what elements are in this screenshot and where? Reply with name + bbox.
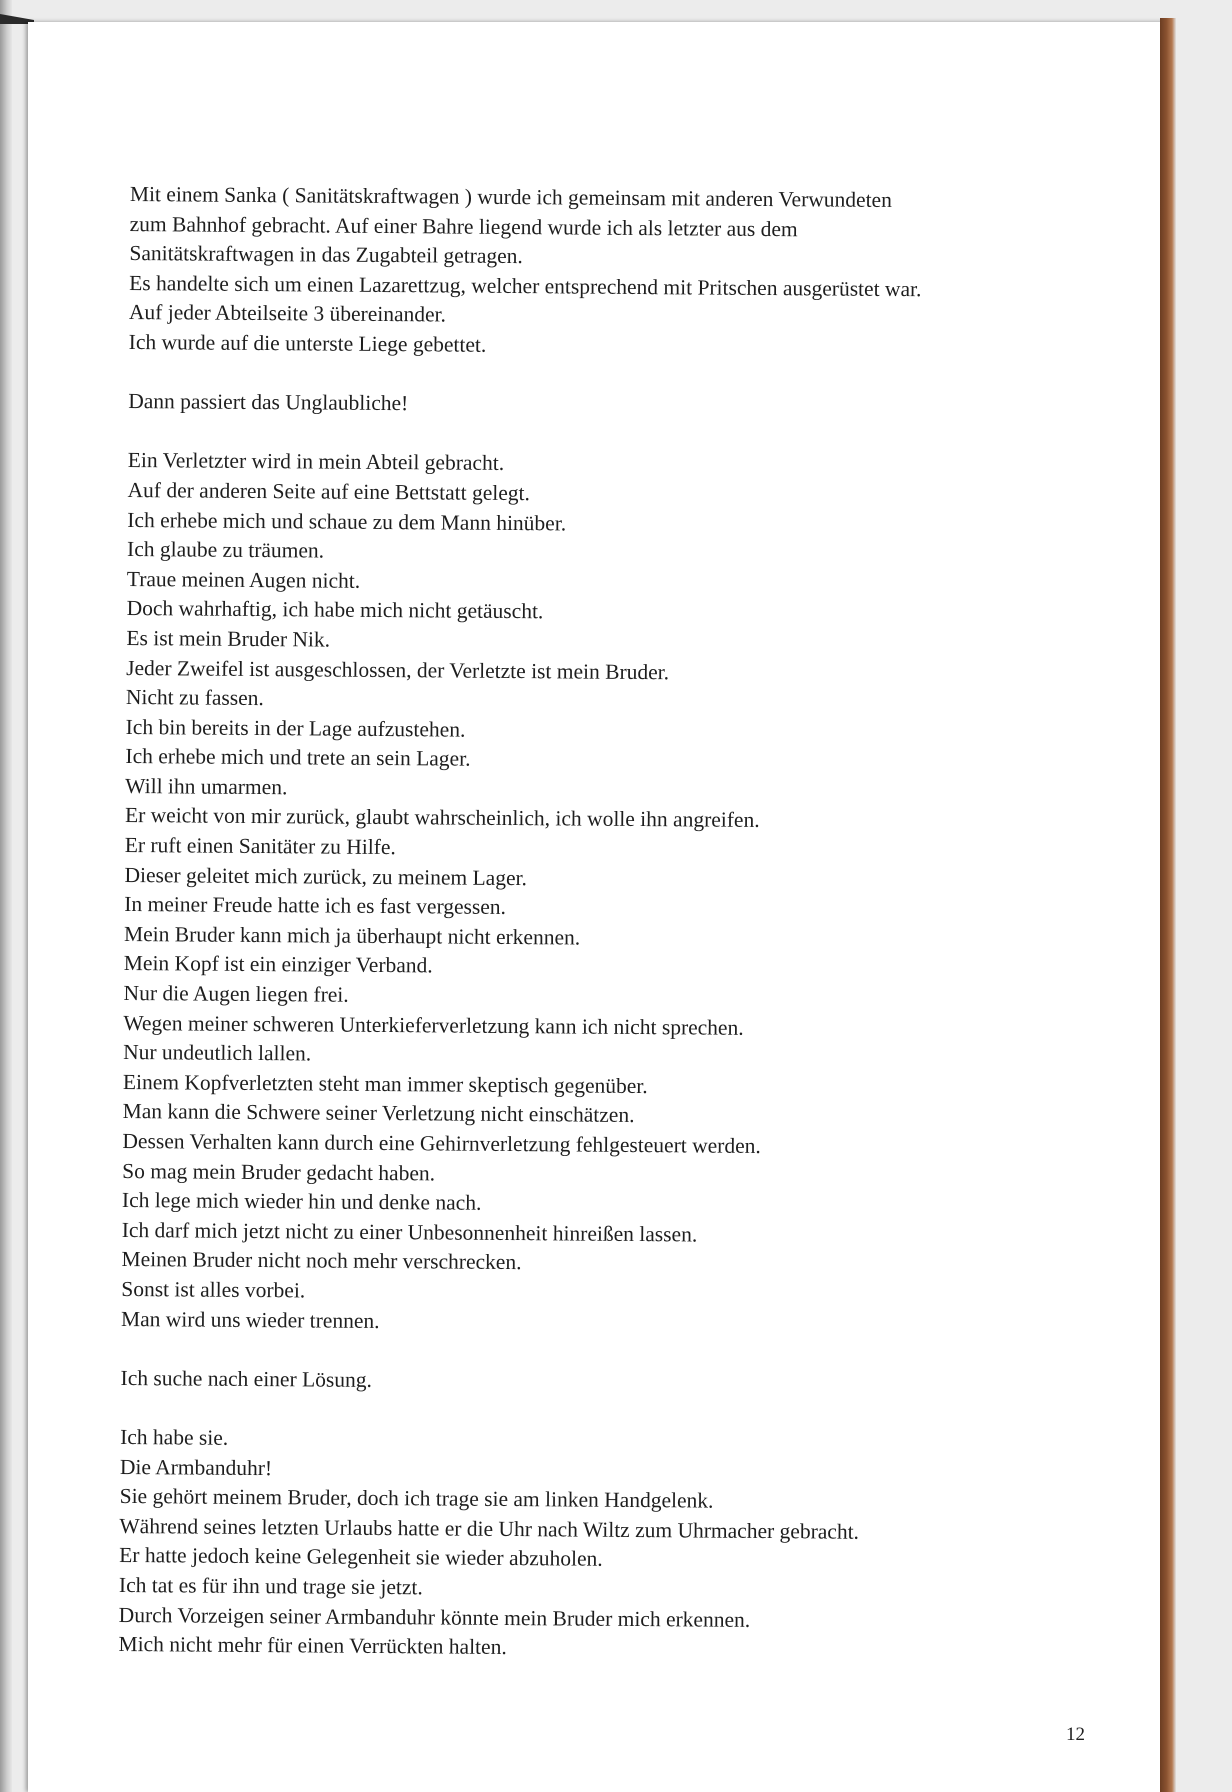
text-line: Ich glaube zu träumen. [127,537,325,563]
page-edge [1160,18,1176,1792]
text-line: zum Bahnhof gebracht. Auf einer Bahre liegend wurde ich als letzter aus dem [129,211,798,241]
text-line: Ich darf mich jetzt nicht zu einer Unbesonnenheit hinreißen lassen. [121,1217,698,1247]
paragraph [121,446,1128,1342]
text-line: Dessen Verhalten kann durch eine Gehirnverletzung fehlgesteuert werden. [122,1128,761,1158]
text-line: Auf jeder Abteilseite 3 übereinander. [128,300,447,327]
text-line: Jeder Zweifel ist ausgeschlossen, der Verletzte ist mein Bruder. [126,655,670,684]
text-line: Sie gehört meinem Bruder, doch ich trage sie am linken Handgelenk. [119,1484,714,1513]
body-text [118,180,1130,1667]
text-line: Dieser geleitet mich zurück, zu meinem Lager. [124,862,527,890]
text-line: Mit einem Sanka ( Sanitätskraftwagen ) wurde ich gemeinsam mit anderen Verwundeten [129,181,892,212]
text-line: Sanitätskraftwagen in das Zugabteil getragen. [129,241,523,269]
text-line: Die Armbanduhr! [119,1454,273,1480]
text-line: Mein Kopf ist ein einziger Verband. [123,951,433,978]
text-line: Dann passiert das Unglaubliche! [128,389,409,416]
text-line: Nur undeutlich lallen. [123,1040,312,1066]
text-line: Auf der anderen Seite auf eine Bettstatt gelegt. [127,477,531,506]
text-line: Mich nicht mehr für einen Verrückten halten. [118,1632,507,1660]
text-line: Nicht zu fassen. [125,685,264,711]
text-line: Man kann die Schwere seiner Verletzung nicht einschätzen. [122,1099,635,1128]
text-line: Ich erhebe mich und trete an sein Lager. [125,744,471,771]
text-line: Man wird uns wieder trennen. [120,1306,380,1333]
text-line: Traue meinen Augen nicht. [126,566,361,593]
text-line: Ich erhebe mich und schaue zu dem Mann hinüber. [127,507,567,535]
paragraph [118,1423,1120,1668]
text-line: Während seines letzten Urlaubs hatte er die Uhr nach Wiltz zum Uhrmacher gebracht. [119,1513,860,1544]
text-line: Doch wahrhaftig, ich habe mich nicht getäuscht. [126,596,544,624]
text-line: Mein Bruder kann mich ja überhaupt nicht erkennen. [123,921,581,950]
text-line: Ich wurde auf die unterste Liege gebettet. [128,329,487,357]
page-number: 12 [1066,1724,1085,1745]
text-line: So mag mein Bruder gedacht haben. [122,1158,436,1186]
text-line: Er weicht von mir zurück, glaubt wahrscheinlich, ich wolle ihn angreifen. [124,803,760,833]
text-line: Ich lege mich wieder hin und denke nach. [121,1188,482,1215]
text-line: Einem Kopfverletzten steht man immer skeptisch gegenüber. [122,1069,648,1098]
text-line: Sonst ist alles vorbei. [121,1276,306,1303]
text-line: Ich tat es für ihn und trage sie jetzt. [118,1572,423,1600]
text-line: Will ihn umarmen. [125,773,288,800]
text-line: Es ist mein Bruder Nik. [126,625,331,652]
book-binding-shadow [0,0,12,1792]
text-line: In meiner Freude hatte ich es fast vergessen. [124,892,507,920]
document-page [28,22,1170,1792]
text-line: Meinen Bruder nicht noch mehr verschrecken. [121,1247,522,1275]
text-line: Er ruft einen Sanitäter zu Hilfe. [124,833,396,860]
text-line: Nur die Augen liegen frei. [123,981,349,1007]
paragraph [129,180,1130,365]
text-line: Es handelte sich um einen Lazarettzug, welcher entsprechend mit Pritschen ausgerüstet war. [129,270,922,301]
text-line: Ich suche nach einer Lösung. [120,1365,373,1392]
text-line: Ein Verletzter wird in mein Abteil gebracht. [127,448,505,476]
text-line: Wegen meiner schweren Unterkieferverletzung kann ich nicht sprechen. [123,1010,744,1040]
text-line: Durch Vorzeigen seiner Armbanduhr könnte mein Bruder mich erkennen. [118,1602,751,1632]
text-line: Er hatte jedoch keine Gelegenheit sie wieder abzuholen. [119,1543,603,1572]
text-line: Ich bin bereits in der Lage aufzustehen. [125,714,466,742]
text-line: Ich habe sie. [120,1424,229,1450]
